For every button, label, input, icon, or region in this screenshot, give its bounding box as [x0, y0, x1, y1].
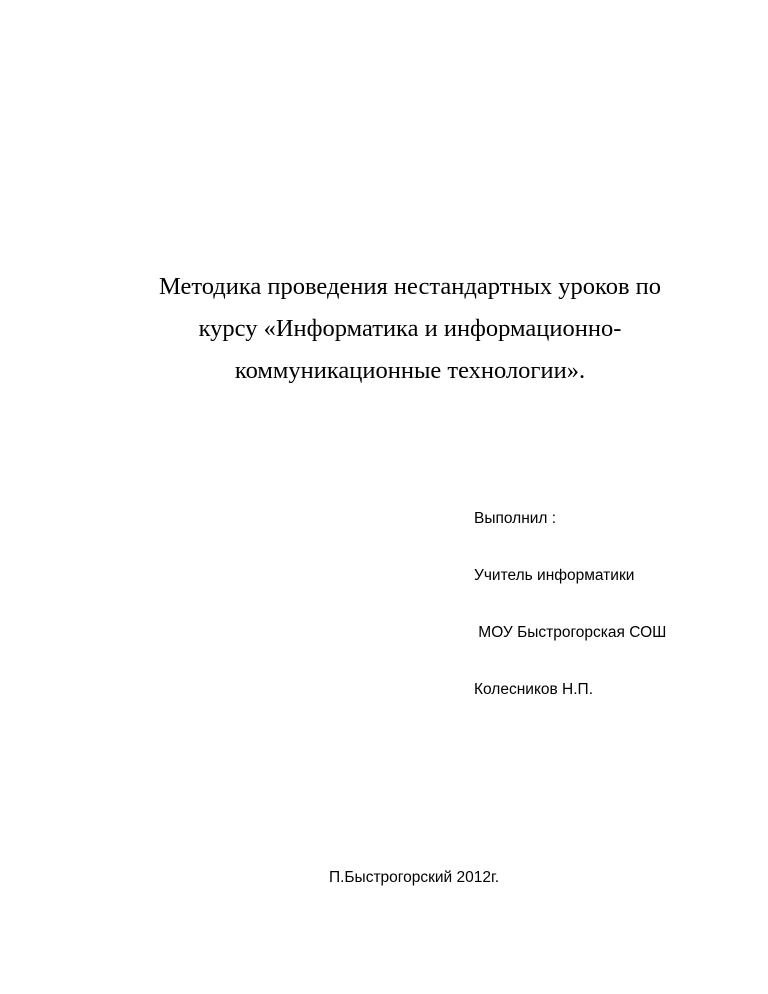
title-line-2: курсу «Информатика и информационно- [198, 315, 622, 342]
author-line-performed-by: Выполнил : [474, 510, 557, 527]
title-line-1: Методика проведения нестандартных уроков по [158, 273, 661, 300]
place-and-year: П.Быстрогорский 2012г. [328, 869, 500, 886]
author-line-name: Колесников Н.П. [474, 681, 594, 698]
title-line-3: коммуникационные технологии». [234, 357, 586, 384]
author-block [474, 471, 754, 737]
author-line-school: МОУ Быстрогорская СОШ [474, 624, 667, 641]
author-line-position: Учитель информатики [474, 567, 635, 584]
document-title [100, 266, 720, 392]
